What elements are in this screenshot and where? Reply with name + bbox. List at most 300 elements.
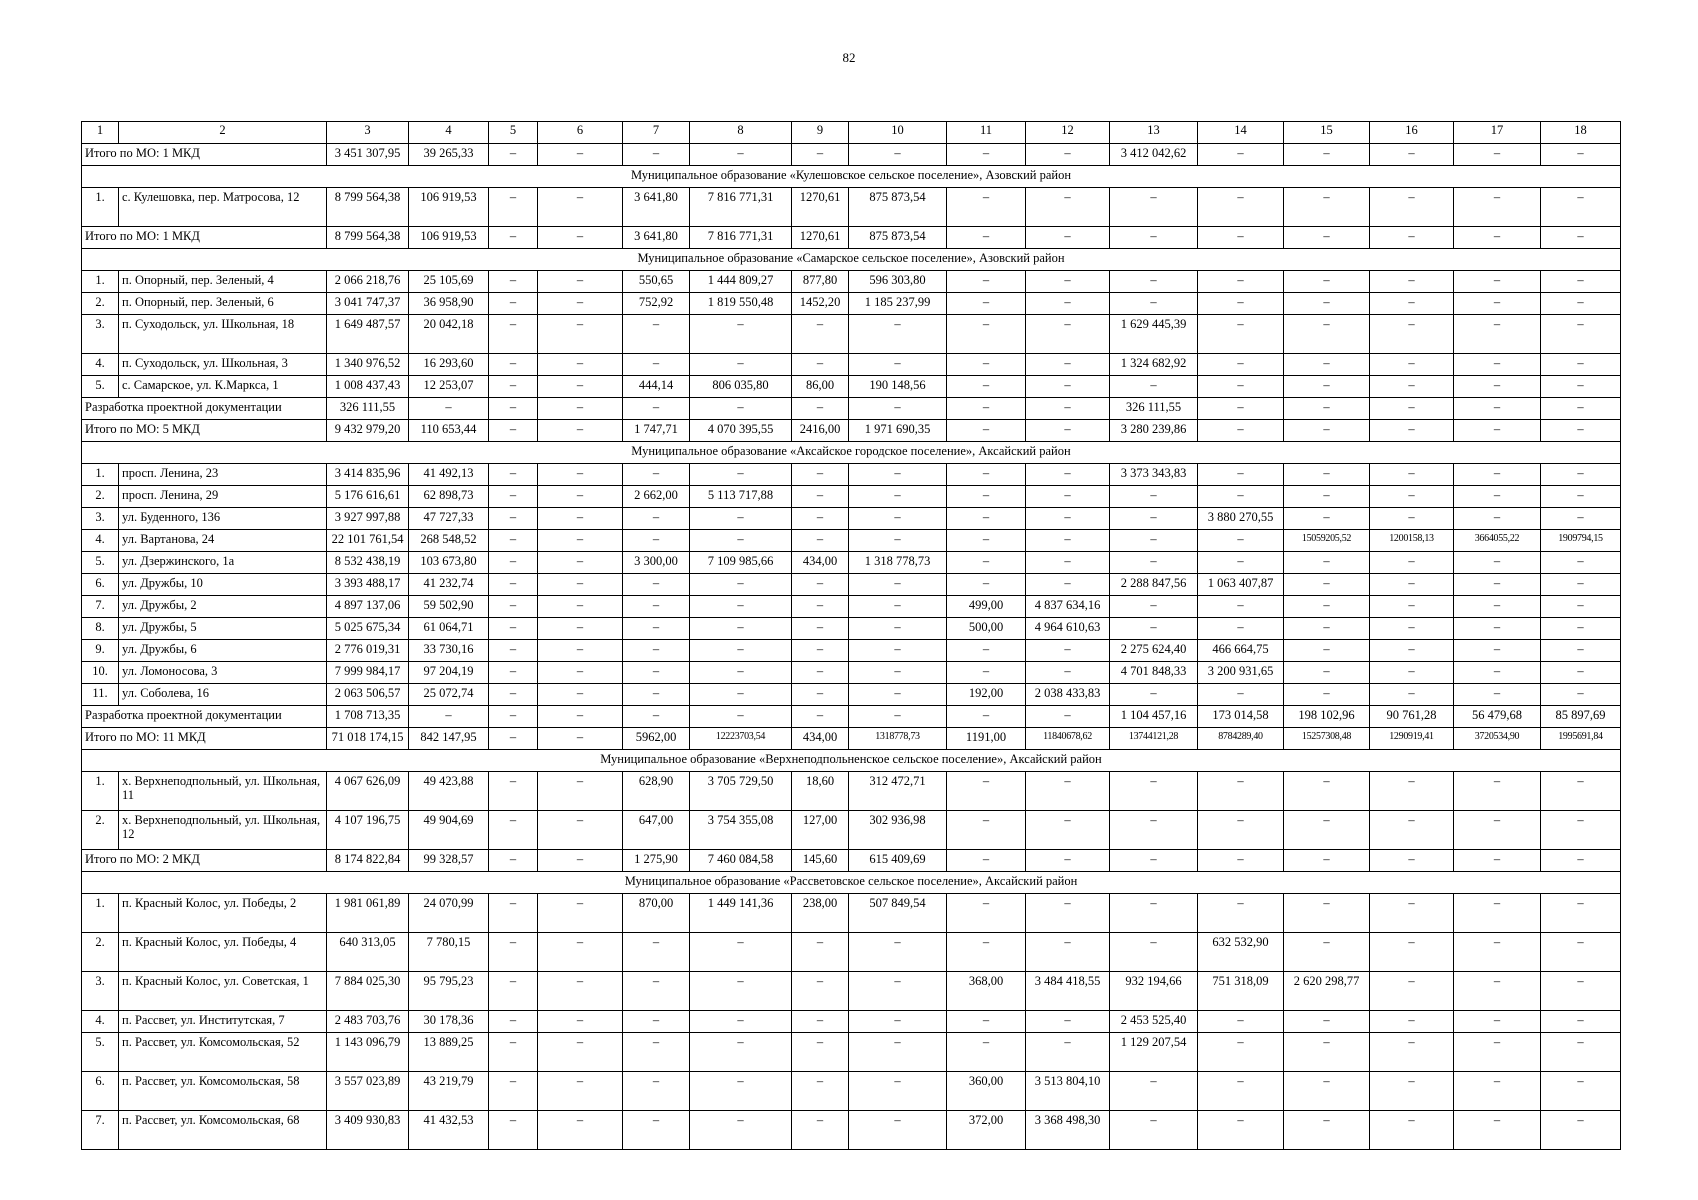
building-row [82, 1072, 1621, 1111]
value-cell: – [538, 850, 623, 872]
building-row [82, 662, 1621, 684]
value-cell: – [690, 640, 792, 662]
value-cell: – [690, 354, 792, 376]
value-cell: 7 109 985,66 [690, 552, 792, 574]
row-number: 10. [82, 662, 119, 684]
building-address: х. Верхнеподпольный, ул. Школьная, 12 [119, 811, 327, 850]
value-cell: – [1198, 1072, 1284, 1111]
value-cell: – [849, 933, 947, 972]
column-number-cell: 7 [623, 122, 690, 144]
value-cell: 3 513 804,10 [1026, 1072, 1110, 1111]
value-cell: 466 664,75 [1198, 640, 1284, 662]
value-cell: – [489, 972, 538, 1011]
value-cell: 3 409 930,83 [327, 1111, 409, 1150]
value-cell: – [1198, 227, 1284, 249]
value-cell: 326 111,55 [1110, 398, 1198, 420]
value-cell: 4 897 137,06 [327, 596, 409, 618]
value-cell: – [947, 933, 1026, 972]
value-cell: 4 067 626,09 [327, 772, 409, 811]
value-cell: – [1370, 1072, 1454, 1111]
value-cell: – [1026, 398, 1110, 420]
value-cell: – [489, 398, 538, 420]
value-cell: – [1370, 188, 1454, 227]
building-address: п. Суходольск, ул. Школьная, 18 [119, 315, 327, 354]
value-cell: – [538, 1072, 623, 1111]
value-cell: – [1454, 188, 1541, 227]
value-cell: 842 147,95 [409, 728, 489, 750]
column-number-cell: 18 [1541, 122, 1621, 144]
value-cell: – [792, 530, 849, 552]
summary-label: Итого по МО: 5 МКД [82, 420, 327, 442]
value-cell: – [1541, 618, 1621, 640]
value-cell: 106 919,53 [409, 227, 489, 249]
value-cell: – [690, 144, 792, 166]
value-cell: – [1370, 596, 1454, 618]
building-row [82, 315, 1621, 354]
value-cell: 647,00 [623, 811, 690, 850]
municipality-header-row [82, 872, 1621, 894]
summary-row [82, 420, 1621, 442]
value-cell: – [1026, 1033, 1110, 1072]
value-cell: – [690, 684, 792, 706]
value-cell: 7 884 025,30 [327, 972, 409, 1011]
building-row [82, 508, 1621, 530]
value-cell: – [849, 1072, 947, 1111]
value-cell: 1 449 141,36 [690, 894, 792, 933]
value-cell: – [1198, 552, 1284, 574]
value-cell: – [1454, 354, 1541, 376]
value-cell: – [1370, 486, 1454, 508]
value-cell: – [690, 662, 792, 684]
value-cell: – [1198, 354, 1284, 376]
value-cell: 2 038 433,83 [1026, 684, 1110, 706]
row-number: 4. [82, 1011, 119, 1033]
building-row [82, 640, 1621, 662]
value-cell: – [792, 354, 849, 376]
value-cell: – [1026, 662, 1110, 684]
value-cell: – [947, 486, 1026, 508]
value-cell: – [1284, 894, 1370, 933]
building-address: п. Суходольск, ул. Школьная, 3 [119, 354, 327, 376]
value-cell: – [1026, 293, 1110, 315]
value-cell: 1191,00 [947, 728, 1026, 750]
value-cell: – [1110, 618, 1198, 640]
value-cell: – [1541, 662, 1621, 684]
value-cell: 106 919,53 [409, 188, 489, 227]
value-cell: – [1284, 1011, 1370, 1033]
value-cell: – [623, 464, 690, 486]
value-cell: – [792, 486, 849, 508]
building-address: ул. Буденного, 136 [119, 508, 327, 530]
value-cell: – [538, 271, 623, 293]
value-cell: – [792, 933, 849, 972]
summary-label: Итого по МО: 1 МКД [82, 144, 327, 166]
value-cell: 7 816 771,31 [690, 227, 792, 249]
value-cell: – [947, 188, 1026, 227]
value-cell: – [489, 640, 538, 662]
value-cell: – [1284, 618, 1370, 640]
capital-repair-table [81, 121, 1621, 1150]
value-cell: – [1110, 684, 1198, 706]
value-cell: 1 185 237,99 [849, 293, 947, 315]
value-cell: 3 754 355,08 [690, 811, 792, 850]
value-cell: – [538, 315, 623, 354]
value-cell: – [1370, 293, 1454, 315]
value-cell: – [690, 1072, 792, 1111]
value-cell: 3 705 729,50 [690, 772, 792, 811]
value-cell: 2 063 506,57 [327, 684, 409, 706]
value-cell: 47 727,33 [409, 508, 489, 530]
summary-label: Итого по МО: 2 МКД [82, 850, 327, 872]
building-row [82, 354, 1621, 376]
row-number: 5. [82, 552, 119, 574]
value-cell: – [623, 933, 690, 972]
value-cell: – [1541, 354, 1621, 376]
value-cell: – [489, 850, 538, 872]
value-cell: – [489, 227, 538, 249]
column-number-cell: 16 [1370, 122, 1454, 144]
value-cell: 39 265,33 [409, 144, 489, 166]
value-cell: – [1370, 376, 1454, 398]
value-cell: 3720534,90 [1454, 728, 1541, 750]
column-number-cell: 15 [1284, 122, 1370, 144]
value-cell: – [623, 398, 690, 420]
value-cell: – [1198, 271, 1284, 293]
value-cell: – [1541, 420, 1621, 442]
value-cell: – [1026, 315, 1110, 354]
row-number: 6. [82, 1072, 119, 1111]
building-address: ул. Дзержинского, 1а [119, 552, 327, 574]
value-cell: – [792, 508, 849, 530]
column-number-cell: 11 [947, 122, 1026, 144]
municipality-header-row [82, 750, 1621, 772]
value-cell: – [1454, 662, 1541, 684]
value-cell: – [1284, 662, 1370, 684]
value-cell: – [1284, 640, 1370, 662]
value-cell: – [538, 188, 623, 227]
value-cell: – [1284, 315, 1370, 354]
value-cell: – [538, 144, 623, 166]
value-cell: – [1284, 271, 1370, 293]
value-cell: – [792, 1033, 849, 1072]
value-cell: 326 111,55 [327, 398, 409, 420]
value-cell: – [1454, 811, 1541, 850]
value-cell: – [489, 894, 538, 933]
value-cell: 3 412 042,62 [1110, 144, 1198, 166]
value-cell: 33 730,16 [409, 640, 489, 662]
building-address: ул. Ломоносова, 3 [119, 662, 327, 684]
column-number-cell: 2 [119, 122, 327, 144]
value-cell: – [1541, 464, 1621, 486]
value-cell: – [538, 552, 623, 574]
value-cell: – [792, 596, 849, 618]
value-cell: – [538, 227, 623, 249]
value-cell: – [849, 574, 947, 596]
building-row [82, 618, 1621, 640]
summary-label: Итого по МО: 11 МКД [82, 728, 327, 750]
value-cell: – [1198, 486, 1284, 508]
value-cell: 13 889,25 [409, 1033, 489, 1072]
value-cell: – [538, 728, 623, 750]
value-cell: – [792, 706, 849, 728]
value-cell: – [947, 271, 1026, 293]
value-cell: – [1541, 315, 1621, 354]
value-cell: – [1198, 420, 1284, 442]
value-cell: – [1370, 618, 1454, 640]
value-cell: 1200158,13 [1370, 530, 1454, 552]
value-cell: – [792, 1072, 849, 1111]
value-cell: – [1541, 1111, 1621, 1150]
value-cell: – [623, 574, 690, 596]
value-cell: – [690, 596, 792, 618]
value-cell: – [690, 398, 792, 420]
building-row [82, 530, 1621, 552]
value-cell: – [947, 144, 1026, 166]
value-cell: – [1110, 227, 1198, 249]
value-cell: 507 849,54 [849, 894, 947, 933]
building-address: ул. Дружбы, 6 [119, 640, 327, 662]
row-number: 2. [82, 933, 119, 972]
value-cell: – [792, 640, 849, 662]
value-cell: – [1198, 850, 1284, 872]
value-cell: – [1454, 618, 1541, 640]
summary-row [82, 227, 1621, 249]
value-cell: – [1198, 188, 1284, 227]
value-cell: – [947, 376, 1026, 398]
value-cell: – [849, 398, 947, 420]
value-cell: 59 502,90 [409, 596, 489, 618]
building-row [82, 293, 1621, 315]
building-address: п. Опорный, пер. Зеленый, 6 [119, 293, 327, 315]
value-cell: – [1284, 811, 1370, 850]
value-cell: – [1454, 398, 1541, 420]
value-cell: – [1110, 894, 1198, 933]
row-number: 1. [82, 188, 119, 227]
value-cell: 110 653,44 [409, 420, 489, 442]
row-number: 2. [82, 811, 119, 850]
value-cell: – [849, 1033, 947, 1072]
value-cell: – [690, 1011, 792, 1033]
value-cell: – [1541, 972, 1621, 1011]
value-cell: 1 318 778,73 [849, 552, 947, 574]
value-cell: 360,00 [947, 1072, 1026, 1111]
value-cell: – [1541, 293, 1621, 315]
value-cell: 1270,61 [792, 227, 849, 249]
value-cell: 41 492,13 [409, 464, 489, 486]
value-cell: 2416,00 [792, 420, 849, 442]
value-cell: – [489, 933, 538, 972]
value-cell: 1 819 550,48 [690, 293, 792, 315]
value-cell: – [1198, 772, 1284, 811]
value-cell: – [1541, 188, 1621, 227]
row-number: 8. [82, 618, 119, 640]
value-cell: 41 432,53 [409, 1111, 489, 1150]
value-cell: – [1026, 1011, 1110, 1033]
building-address: п. Опорный, пер. Зеленый, 4 [119, 271, 327, 293]
building-row [82, 271, 1621, 293]
value-cell: – [690, 508, 792, 530]
value-cell: – [1110, 811, 1198, 850]
value-cell: – [947, 530, 1026, 552]
value-cell: – [792, 574, 849, 596]
value-cell: 85 897,69 [1541, 706, 1621, 728]
value-cell: – [947, 640, 1026, 662]
value-cell: 9 432 979,20 [327, 420, 409, 442]
value-cell: – [1454, 315, 1541, 354]
value-cell: – [849, 144, 947, 166]
value-cell: 1 340 976,52 [327, 354, 409, 376]
value-cell: – [1284, 772, 1370, 811]
value-cell: 1 708 713,35 [327, 706, 409, 728]
value-cell: – [1198, 315, 1284, 354]
value-cell: 2 620 298,77 [1284, 972, 1370, 1011]
value-cell: – [1110, 376, 1198, 398]
value-cell: 15059205,52 [1284, 530, 1370, 552]
value-cell: 20 042,18 [409, 315, 489, 354]
value-cell: – [1198, 1033, 1284, 1072]
value-cell: – [1110, 530, 1198, 552]
column-number-cell: 8 [690, 122, 792, 144]
value-cell: – [1454, 271, 1541, 293]
column-number-cell: 4 [409, 122, 489, 144]
building-row [82, 1111, 1621, 1150]
value-cell: – [489, 293, 538, 315]
value-cell: – [1026, 530, 1110, 552]
value-cell: – [947, 811, 1026, 850]
column-number-row [82, 122, 1621, 144]
value-cell: 875 873,54 [849, 227, 947, 249]
value-cell: – [489, 574, 538, 596]
value-cell: – [538, 894, 623, 933]
value-cell: 640 313,05 [327, 933, 409, 972]
value-cell: – [1026, 772, 1110, 811]
value-cell: 1 275,90 [623, 850, 690, 872]
value-cell: 3 557 023,89 [327, 1072, 409, 1111]
value-cell: 8784289,40 [1198, 728, 1284, 750]
value-cell: – [849, 464, 947, 486]
building-address: х. Верхнеподпольный, ул. Школьная, 11 [119, 772, 327, 811]
value-cell: – [1284, 376, 1370, 398]
value-cell: – [538, 662, 623, 684]
value-cell: 875 873,54 [849, 188, 947, 227]
row-number: 1. [82, 894, 119, 933]
value-cell: – [489, 508, 538, 530]
row-number: 3. [82, 972, 119, 1011]
column-number-cell: 1 [82, 122, 119, 144]
value-cell: – [947, 552, 1026, 574]
value-cell: – [1198, 398, 1284, 420]
value-cell: 7 780,15 [409, 933, 489, 972]
value-cell: 752,92 [623, 293, 690, 315]
value-cell: – [623, 706, 690, 728]
value-cell: – [1370, 144, 1454, 166]
value-cell: 1 063 407,87 [1198, 574, 1284, 596]
value-cell: – [849, 684, 947, 706]
value-cell: – [538, 933, 623, 972]
value-cell: 22 101 761,54 [327, 530, 409, 552]
value-cell: – [690, 1033, 792, 1072]
value-cell: – [1110, 271, 1198, 293]
value-cell: – [1454, 933, 1541, 972]
value-cell: – [1026, 706, 1110, 728]
value-cell: – [1370, 398, 1454, 420]
value-cell: – [409, 706, 489, 728]
value-cell: – [489, 354, 538, 376]
value-cell: – [1284, 464, 1370, 486]
value-cell: 173 014,58 [1198, 706, 1284, 728]
value-cell: – [1541, 772, 1621, 811]
value-cell: – [623, 315, 690, 354]
value-cell: 372,00 [947, 1111, 1026, 1150]
building-address: ул. Дружбы, 5 [119, 618, 327, 640]
row-number: 5. [82, 1033, 119, 1072]
value-cell: 2 275 624,40 [1110, 640, 1198, 662]
value-cell: – [538, 530, 623, 552]
value-cell: 56 479,68 [1454, 706, 1541, 728]
building-row [82, 811, 1621, 850]
value-cell: – [1541, 596, 1621, 618]
value-cell: 870,00 [623, 894, 690, 933]
value-cell: – [1198, 464, 1284, 486]
summary-label: Итого по МО: 1 МКД [82, 227, 327, 249]
row-number: 1. [82, 772, 119, 811]
value-cell: – [1541, 574, 1621, 596]
building-address: п. Рассвет, ул. Комсомольская, 52 [119, 1033, 327, 1072]
row-number: 2. [82, 293, 119, 315]
value-cell: 8 799 564,38 [327, 188, 409, 227]
value-cell: – [1026, 552, 1110, 574]
value-cell: – [489, 772, 538, 811]
value-cell: – [623, 508, 690, 530]
value-cell: – [1110, 596, 1198, 618]
row-number: 7. [82, 596, 119, 618]
value-cell: 5962,00 [623, 728, 690, 750]
value-cell: – [1198, 596, 1284, 618]
value-cell: – [1454, 376, 1541, 398]
value-cell: – [538, 706, 623, 728]
value-cell: – [1110, 933, 1198, 972]
value-cell: – [690, 706, 792, 728]
value-cell: – [489, 596, 538, 618]
row-number: 4. [82, 530, 119, 552]
municipality-header-row [82, 442, 1621, 464]
value-cell: – [538, 596, 623, 618]
value-cell: – [792, 398, 849, 420]
value-cell: – [489, 271, 538, 293]
value-cell: – [623, 1111, 690, 1150]
value-cell: – [690, 530, 792, 552]
value-cell: – [538, 398, 623, 420]
value-cell: – [1198, 144, 1284, 166]
value-cell: – [623, 618, 690, 640]
building-row [82, 486, 1621, 508]
value-cell: – [1284, 684, 1370, 706]
value-cell: 11840678,62 [1026, 728, 1110, 750]
value-cell: 4 107 196,75 [327, 811, 409, 850]
value-cell: 1 008 437,43 [327, 376, 409, 398]
value-cell: – [1370, 972, 1454, 1011]
value-cell: – [1026, 486, 1110, 508]
value-cell: – [538, 486, 623, 508]
value-cell: – [489, 618, 538, 640]
value-cell: – [489, 1033, 538, 1072]
value-cell: – [1198, 530, 1284, 552]
value-cell: 7 816 771,31 [690, 188, 792, 227]
value-cell: 8 174 822,84 [327, 850, 409, 872]
value-cell: – [623, 144, 690, 166]
value-cell: – [792, 662, 849, 684]
value-cell: 615 409,69 [849, 850, 947, 872]
